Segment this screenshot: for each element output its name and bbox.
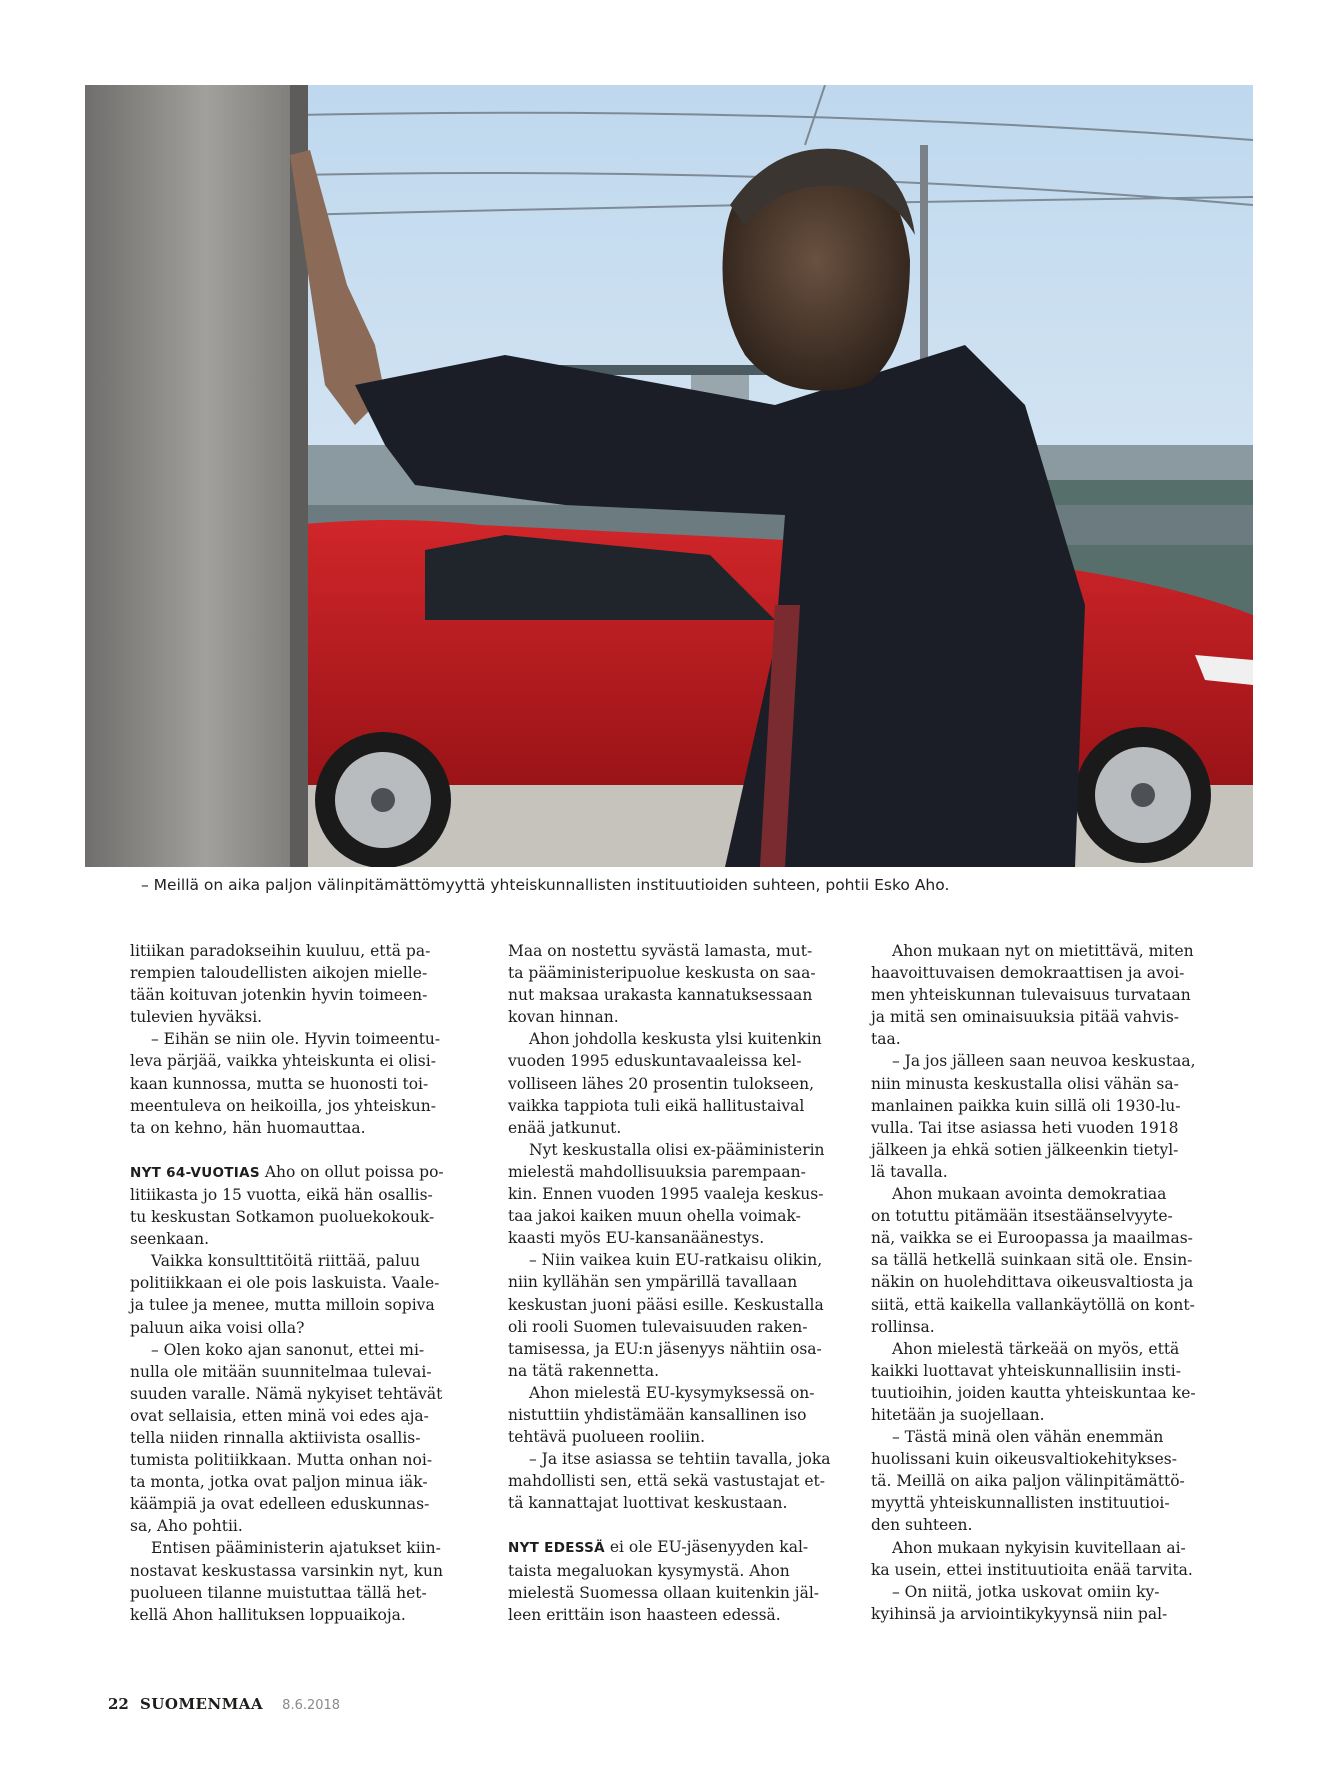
paragraph-gap [508,1514,858,1536]
text-line: Vaikka konsulttitöitä riittää, paluu [151,1252,421,1271]
text-line: na tätä rakennetta. [508,1361,659,1380]
text-line: ta on kehno, hän huomauttaa. [130,1118,366,1137]
text-line: paluun aika voisi olla? [130,1318,305,1337]
text-line: Nyt keskustalla olisi ex-pääministerin [529,1140,825,1159]
text-fragment: ei ole EU-jäsenyyden kal- [604,1538,809,1557]
text-line: keskustan juoni pääsi esille. Keskustalla [508,1295,824,1314]
text-line: näkin on huolehdittava oikeusvaltiosta ja [871,1273,1194,1292]
text-line: tä kannattajat luottivat keskustaan. [508,1494,788,1513]
text-line: tumista politiikkaan. Mutta onhan noi- [130,1451,433,1470]
text-line: den suhteen. [871,1516,973,1535]
text-line: sa, Aho pohtii. [130,1517,243,1536]
text-line: Ahon johdolla keskusta ylsi kuitenkin [529,1030,822,1049]
text-line: ja mitä sen ominaisuuksia pitää vahvis- [871,1008,1180,1027]
text-line: vaikka tappiota tuli eikä hallitustaival [508,1096,805,1115]
text-line: nä, vaikka se ei Euroopassa ja maailmas- [871,1229,1193,1248]
paragraph-gap [130,1139,480,1161]
text-line: Ahon mukaan nykyisin kuvitellaan ai- [892,1538,1186,1557]
text-line: nulla ole mitään suunnitelmaa tulevai- [130,1362,432,1381]
text-line: käämpiä ja ovat edelleen eduskunnas- [130,1495,430,1514]
text-line: manlainen paikka kuin sillä oli 1930-lu- [871,1096,1181,1115]
text-line: jälkeen ja ehkä sotien jälkeenkin tietyl- [871,1140,1179,1159]
text-line: lä tavalla. [871,1162,948,1181]
text-line: tu keskustan Sotkamon puoluekokouk- [130,1208,435,1227]
text-line: Entisen pääministerin ajatukset kiin- [151,1539,441,1558]
text-line: niin kyllähän sen ympärillä tavallaan [508,1273,798,1292]
text-line: mahdollisti sen, että sekä vastustajat et- [508,1472,825,1491]
text-line: – Tästä minä olen vähän enemmän [892,1428,1164,1447]
text-column-3 [871,940,1221,1625]
text-line: litiikan paradokseihin kuuluu, että pa- [130,942,431,960]
text-column-1 [130,940,480,1626]
text-line: – Ja jos jälleen saan neuvoa keskustaa, [892,1052,1196,1071]
text-line: puolueen tilanne muistuttaa tällä het- [130,1583,427,1602]
lead-line [508,1536,858,1559]
publication-name: SUOMENMAA [139,1695,264,1713]
text-line: tamisessa, ja EU:n jäsenyys nähtiin osa- [508,1339,822,1358]
text-line: ovat sellaisia, etten minä voi edes aja- [130,1406,429,1425]
text-line: kaan kunnossa, mutta se huonosti toi- [130,1074,429,1093]
text-line: ka usein, ettei instituutioita enää tarvita. [871,1560,1193,1579]
text-line: myyttä yhteiskunnallisten instituutioi- [871,1494,1170,1513]
text-line: nostavat keskustassa varsinkin nyt, kun [130,1561,444,1580]
lead-line [130,1161,480,1184]
text-line: men yhteiskunnan tulevaisuus turvataan [871,986,1191,1005]
text-line: nistuttiin yhdistämään kansallinen iso [508,1405,807,1424]
text-line: huolissani kuin oikeusvaltiokehitykses- [871,1450,1177,1469]
issue-date: 8.6.2018 [282,1698,341,1713]
text-line: suuden varalle. Nämä nykyiset tehtävät [130,1384,443,1403]
text-line: vuoden 1995 eduskuntavaaleissa kel- [508,1052,802,1071]
text-line: mielestä mahdollisuuksia parempaan- [508,1162,806,1181]
text-fragment: Aho on ollut poissa po- [259,1162,444,1181]
text-line: Ahon mukaan nyt on mietittävä, miten [892,942,1194,960]
text-line: politiikkaan ei ole pois laskuista. Vaale- [130,1274,440,1293]
text-line: ja tulee ja menee, mutta milloin sopiva [130,1296,435,1315]
text-line: haavoittuvaisen demokraattisen ja avoi- [871,964,1185,983]
text-line: tä. Meillä on aika paljon välinpitämättö- [871,1472,1185,1491]
page-footer [108,1694,340,1713]
text-line: seenkaan. [130,1230,210,1249]
text-line: taa jakoi kaiken muun ohella voimak- [508,1207,801,1226]
text-line: Ahon mielestä tärkeää on myös, että [892,1339,1180,1358]
text-line: kellä Ahon hallituksen loppuaikoja. [130,1605,406,1624]
text-line: ta monta, jotka ovat paljon minua iäk- [130,1473,428,1492]
article-photo [85,85,1253,867]
text-line: kin. Ennen vuoden 1995 vaaleja keskus- [508,1185,824,1204]
text-line: Ahon mielestä EU-kysymyksessä on- [529,1383,815,1402]
text-line: kovan hinnan. [508,1008,619,1027]
text-line: siitä, että kaikella vallankäytöllä on kont- [871,1295,1195,1314]
text-line: meentuleva on heikoilla, jos yhteiskun- [130,1096,437,1115]
text-line: kyihinsä ja arviointikykyynsä niin pal- [871,1604,1168,1623]
text-line: tehtävä puolueen rooliin. [508,1428,706,1447]
text-line: ta pääministeripuolue keskusta on saa- [508,964,816,983]
text-line: enää jatkunut. [508,1118,622,1137]
photo-caption: – Meillä on aika paljon välinpitämättömyyttä yhteiskunnallisten instituutioiden suhteen, pohtii Esko Aho. [141,876,950,894]
text-column-2 [508,940,858,1626]
text-line: tään koituvan jotenkin hyvin toimeen- [130,986,428,1005]
text-line: – Olen koko ajan sanonut, ettei mi- [151,1340,425,1359]
text-line: taa. [871,1030,901,1049]
text-line: vulla. Tai itse asiassa heti vuoden 1918 [871,1118,1179,1137]
text-line: oli rooli Suomen tulevaisuuden raken- [508,1317,808,1336]
text-line: sa tällä hetkellä suinkaan sitä ole. Ensin- [871,1251,1193,1270]
page-number: 22 [108,1695,129,1713]
text-line: tella niiden rinnalla aktiivista osallis- [130,1428,421,1447]
section-lead-in: NYT 64-VUOTIAS [130,1164,260,1181]
text-line: rollinsa. [871,1317,935,1336]
text-line: – Ja itse asiassa se tehtiin tavalla, joka [529,1450,831,1469]
text-line: on totuttu pitämään itsestäänselvyyte- [871,1207,1173,1226]
text-line: Maa on nostettu syvästä lamasta, mut- [508,942,813,960]
text-line: – On niitä, jotka uskovat omiin ky- [892,1582,1160,1601]
text-line: mielestä Suomessa ollaan kuitenkin jäl- [508,1583,820,1602]
text-line: tuutioihin, joiden kautta yhteiskuntaa ke- [871,1383,1196,1402]
text-line: rempien taloudellisten aikojen mielle- [130,964,428,983]
text-line: kaasti myös EU-kansanäänestys. [508,1229,765,1248]
text-line: volliseen lähes 20 prosentin tulokseen, [508,1074,815,1093]
text-line: – Eihän se niin ole. Hyvin toimeentu- [151,1030,441,1049]
text-line: Ahon mukaan avointa demokratiaa [892,1185,1167,1204]
text-line: litiikasta jo 15 vuotta, eikä hän osallis- [130,1185,433,1204]
text-line: – Niin vaikea kuin EU-ratkaisu olikin, [529,1251,823,1270]
text-line: leen erittäin ison haasteen edessä. [508,1605,781,1624]
text-line: kaikki luottavat yhteiskunnallisiin insti- [871,1361,1181,1380]
text-line: niin minusta keskustalla olisi vähän sa- [871,1074,1179,1093]
text-line: taista megaluokan kysymystä. Ahon [508,1561,790,1580]
text-line: tulevien hyväksi. [130,1008,263,1027]
text-line: hitetään ja suojellaan. [871,1405,1045,1424]
text-line: nut maksaa urakasta kannatuksessaan [508,986,813,1005]
section-lead-in: NYT EDESSÄ [508,1540,605,1557]
text-line: leva pärjää, vaikka yhteiskunta ei olisi- [130,1052,436,1071]
